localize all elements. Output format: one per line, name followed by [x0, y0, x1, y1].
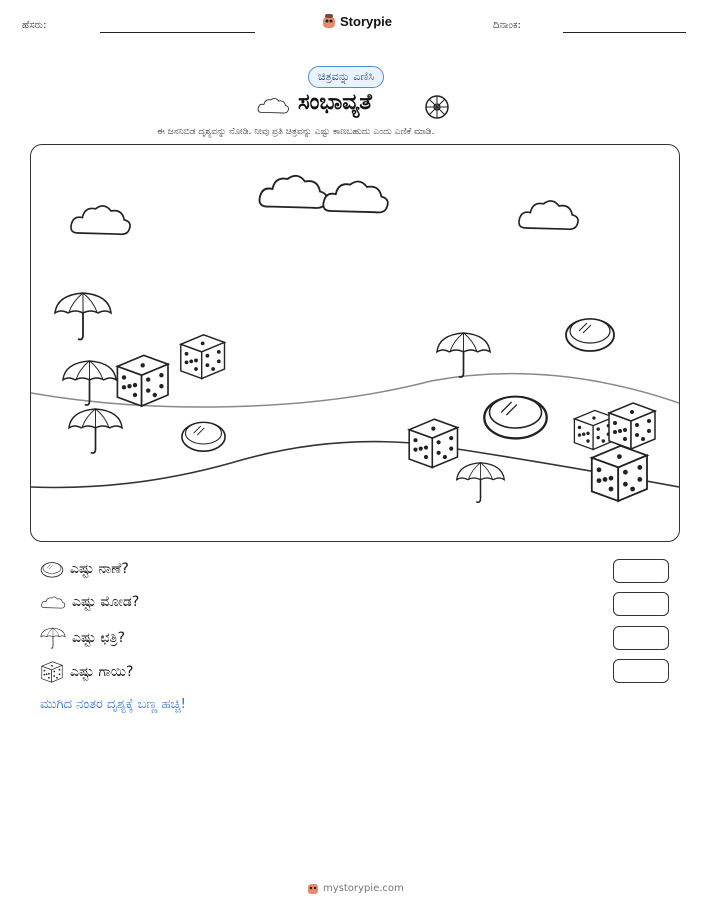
- cloud: [519, 201, 578, 229]
- dice: [409, 419, 457, 467]
- brand-logo: [322, 13, 392, 29]
- worksheet-tag: ಚಿತ್ರವನ್ನು ಎಣಿಸಿ: [308, 66, 384, 88]
- hill-line-front: [31, 442, 679, 488]
- cloud-icon: [256, 94, 290, 116]
- dice-icon: [40, 660, 64, 684]
- question-text: ಎಷ್ಟು ಛತ್ರಿ?: [72, 630, 125, 646]
- question-umbrellas: [40, 627, 125, 649]
- footer: [307, 881, 404, 895]
- name-label: ಹೆಸರು:: [22, 20, 47, 31]
- answer-box-coins[interactable]: [613, 559, 669, 583]
- date-label: ದಿನಾಂಕ:: [493, 20, 521, 31]
- scene-frame: [30, 144, 680, 542]
- umbrella: [55, 293, 111, 340]
- mascot-icon: [322, 13, 336, 29]
- date-field[interactable]: [563, 32, 686, 33]
- dice: [574, 410, 613, 449]
- cloud-icon: [40, 594, 66, 610]
- coin: [182, 422, 225, 451]
- dice: [592, 446, 647, 501]
- question-coins: [40, 560, 129, 578]
- question-text: ಎಷ್ಟು ಮೋಡ?: [72, 594, 140, 610]
- cloud: [260, 176, 327, 208]
- question-dice: [40, 660, 133, 684]
- umbrella: [437, 333, 490, 377]
- umbrella: [457, 463, 505, 503]
- dice: [181, 335, 225, 379]
- page-title: ಸಂಭಾವ್ಯತೆ: [298, 90, 372, 115]
- question-text: ಎಷ್ಟು ನಾಣೆ?: [70, 561, 129, 577]
- name-field[interactable]: [100, 32, 255, 33]
- answer-box-umbrellas[interactable]: [613, 626, 669, 650]
- finish-note: ಮುಗಿದ ನಂತರ ದೃಶ್ಯಕ್ಕೆ ಬಣ್ಣ ಹಚ್ಚಿ!: [40, 697, 186, 712]
- question-clouds: [40, 594, 139, 610]
- umbrella: [69, 409, 122, 453]
- answer-box-clouds[interactable]: [613, 592, 669, 616]
- cloud: [71, 206, 130, 234]
- dice: [609, 403, 655, 449]
- brand-name: Storypie: [340, 13, 393, 29]
- coin: [566, 319, 614, 351]
- coin: [484, 397, 546, 439]
- question-text: ಎಷ್ಟು ಗಾಯಿ?: [70, 664, 134, 680]
- footer-url[interactable]: mystorypie.com: [323, 882, 404, 894]
- mascot-icon: [307, 881, 319, 895]
- cloud: [323, 182, 387, 213]
- umbrella-icon: [40, 627, 66, 649]
- dice: [117, 355, 168, 406]
- instruction-text: ಈ ಜನನಿಬಿಡ ದೃಶ್ಯವನ್ನು ನೋಡಿ. ನೀವು ಪ್ರತಿ ಚಿತ್ರವನ್ನು ಎಷ್ಟು ಕಾಣಬಹುದು ಎಂದು ಎಣಿಕೆ ಮಾಡಿ.: [157, 127, 435, 137]
- scene-drawing: [31, 145, 679, 541]
- coin-icon: [40, 560, 64, 578]
- answer-box-dice[interactable]: [613, 659, 669, 683]
- wheel-icon: [424, 94, 450, 120]
